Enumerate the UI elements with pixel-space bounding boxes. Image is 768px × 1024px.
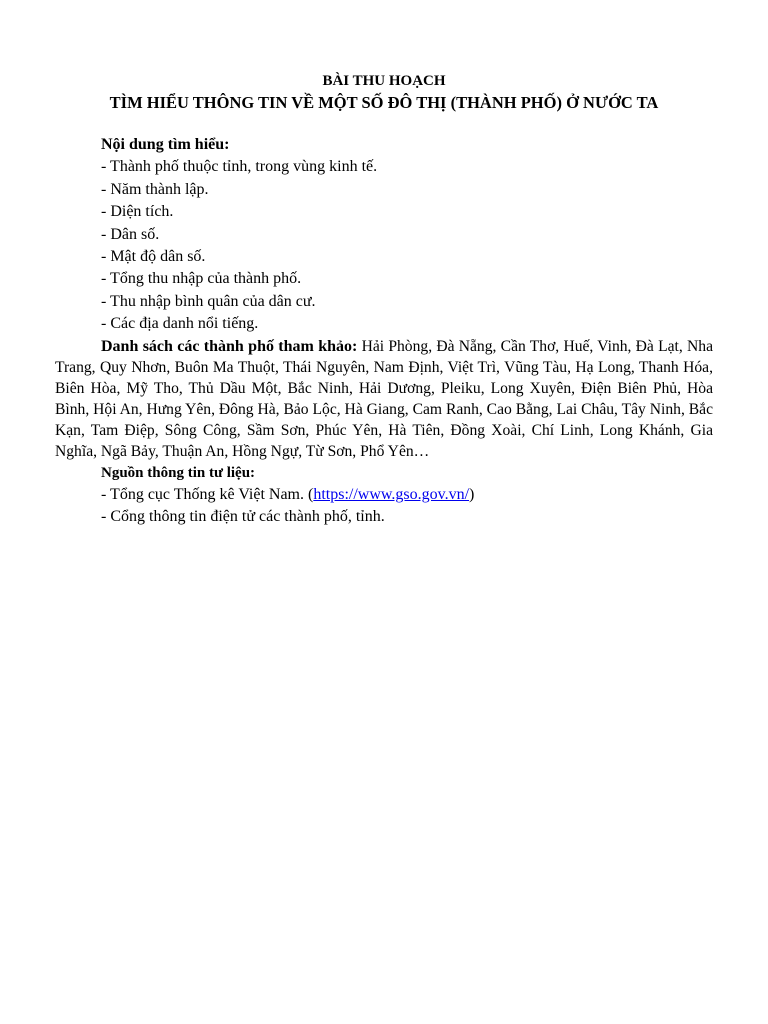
document-page [55,71,713,528]
sources-heading: Nguồn thông tin tư liệu: [101,464,256,481]
source-prefix: - Tổng cục Thống kê Việt Nam. ( [101,485,314,503]
document-title: BÀI THU HOẠCH [322,73,446,89]
content-heading: Nội dung tìm hiểu: [101,136,230,153]
document-subtitle: TÌM HIỂU THÔNG TIN VỀ MỘT SỐ ĐÔ THỊ (THÀNH PHỐ) Ở NƯỚC TA [109,93,659,112]
content-item: - Các địa danh nổi tiếng. [101,315,259,333]
cities-list: Hải Phòng, Đà Nẵng, Cần Thơ, Huế, Vinh, Đà Lạt, Nha Trang, Quy Nhơn, Buôn Ma Thuột, Thái Nguyên, Nam Định, Việt Trì, Vũng Tàu, Hạ Long, Thanh Hóa, Biên Hòa, Mỹ Tho, Thủ Dầu Một, Bắc Ninh, Hải Dương, Pleiku, Long Xuyên, Điện Biên Phủ, Hòa Bình, Hội An, Hưng Yên, Đông Hà, Bảo Lộc, Hà Giang, Cam Ranh, Cao Bằng, Lai Châu, Tây Ninh, Bắc Kạn, Tam Điệp, Sông Công, Sầm Sơn, Phúc Yên, Hà Tiên, Đồng Xoài, Chí Linh, Long Khánh, Gia Nghĩa, Ngã Bảy, Thuận An, Hồng Ngự, Từ Sơn, Phổ Yên… [55,337,713,460]
source-item: - Cổng thông tin điện tử các thành phố, tỉnh. [101,508,385,526]
cities-paragraph [55,336,713,462]
content-item: - Mật độ dân số. [101,248,206,266]
cities-heading: Danh sách các thành phố tham khảo: [101,337,358,355]
source-suffix: ) [469,485,475,503]
source-item [55,484,713,506]
content-item: - Thành phố thuộc tỉnh, trong vùng kinh tế. [101,158,378,176]
gso-link[interactable]: https://www.gso.gov.vn/ [313,485,470,503]
content-item: - Năm thành lập. [101,180,209,198]
content-item: - Tổng thu nhập của thành phố. [101,270,302,288]
content-item: - Diện tích. [101,203,174,221]
content-item: - Thu nhập bình quân của dân cư. [101,292,316,310]
content-item: - Dân số. [101,225,160,243]
